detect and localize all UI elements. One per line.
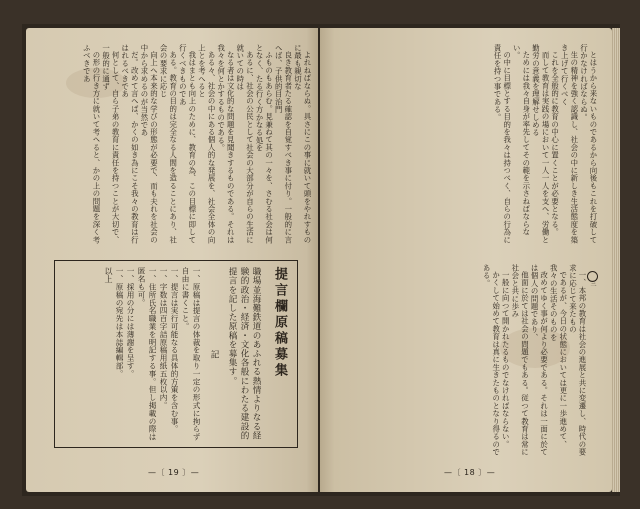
notice-item: 一、住所氏名職業を明記する事。但し掲載の際は匿名も可。: [137, 267, 157, 441]
notice-item: 一、採用の分には薄謝を呈す。: [126, 267, 135, 378]
text-column: あるに、社会の公民として社会の大部分が自らの生活に就いての時は: [235, 44, 255, 244]
notice-intro: 職場並海難鉄道のあふれる熱情よりなる経験的政治・経済・文化各般にわたる建設的提言を記した原稿を募集す。: [227, 267, 261, 440]
text-column: 生の精神を強く認識し、社会の中に新しき生活態度を築き上げて行くべく: [560, 44, 579, 244]
left-page-number: —〔 19 〕—: [148, 468, 200, 477]
text-column: 一、本邦の教育は社会の進展と共に変遷し、時代の要求に応じて来たもの: [568, 264, 587, 457]
left-body-text: [52, 44, 312, 244]
text-column: とはうから来ないものであるから向後もこれを打破して行かなければならぬ。: [579, 44, 598, 244]
text-column: よれねばならぬ。具さにこの事に就いて頭をやれすものに最も親切な: [293, 44, 312, 244]
notice-item: 一、原稿の宛先は本誌編輯部。: [115, 267, 124, 378]
text-column: これを全般的に教育の中心に置くことが必要となる。: [550, 51, 560, 237]
right-body-text-upper: [332, 44, 598, 244]
left-page: [26, 28, 318, 492]
notice-item: 一、提言は実行可能なる具体的方策を含む事。: [170, 267, 179, 433]
text-column: 何として、自ら子弟の教育に責任を持つことが大切で、一般的に通ず: [101, 44, 121, 244]
text-column: ある。教育の目的は完全なる人間を造ることにあり、社会の要求に応じ: [159, 44, 178, 244]
text-column: 改めてゆく事が何より必要である。それは一面に於ては個人の問題であり、: [530, 264, 549, 457]
right-body-text-lower: [332, 264, 598, 460]
page-edges: [612, 28, 620, 492]
text-column: 向上へ本来的な学びの形態が必要で、而も夫れを社会の中から求めるのが当然であ: [139, 44, 159, 244]
notice-closing: 以上: [104, 267, 113, 283]
text-column: だ。改めて言へば、かくの如き為にこそ我々の教育は行はれるべきであ: [120, 44, 140, 244]
text-column: ある々、社会の中にある個人的な発展を、社会全体の向上とを考へると: [197, 44, 217, 244]
notice-title: 提言欄原稿募集: [272, 267, 287, 379]
text-column: 他面に於ては社会の問題でもある。従つて教育は常に社会と共に歩み: [510, 264, 530, 457]
right-page: [320, 28, 612, 492]
text-column: ためには我々自身が率先してその範を示さねばならない。: [512, 44, 531, 237]
text-column: 而して教育は実践の場において一人一人を支へ、労働と勤労の意義を理解せしめる: [531, 44, 551, 244]
text-column: 一般に向つて開かれたるものでなければならない。: [501, 271, 511, 449]
text-column: かくして始めて教育は真に生きたものとなり得るのである。: [482, 264, 501, 457]
section-number-mark: 三: [587, 271, 598, 282]
right-page-number: —〔 18 〕—: [444, 468, 496, 477]
notice-ki-heading: 記: [209, 349, 219, 359]
text-column: ふものもあらむ。見兼ねて其の一々を、さむる社会は何となく、たる行く方かなる処を: [255, 44, 274, 244]
notice-content: [63, 267, 289, 441]
text-column: であるが、今日の状態においては更に一歩進めて、我々の生活そのものを: [549, 264, 568, 449]
text-column: なる者は文化的な問題を見聞きするものである。それは我々を何とかするものである。: [216, 44, 236, 244]
notice-item: 一、原稿は提言の体裁を取り一定の形式に拘らず自由に書くこと。: [181, 267, 201, 441]
text-column: の形の行き方に就いて考へると、かの上の問題を深く考ふべきであ: [82, 44, 101, 244]
text-column: 良き教育者たる確認を自覚すべき事に付り。一般的に言へば、子供的目治門: [274, 44, 293, 244]
manuscript-recruitment-box: [54, 260, 298, 448]
notice-item: 一、字数は四百字詰原稿用紙五枚以内。: [159, 267, 168, 410]
open-book: [22, 24, 620, 496]
text-column: の中に目標とする目的を我々は持つべく、自らの行為に責任を持つ事である。: [493, 44, 512, 244]
text-column: [587, 264, 598, 460]
text-column: 我はまとも向上のために、教育の為、この目標に即して行くべきものであ: [178, 44, 197, 244]
